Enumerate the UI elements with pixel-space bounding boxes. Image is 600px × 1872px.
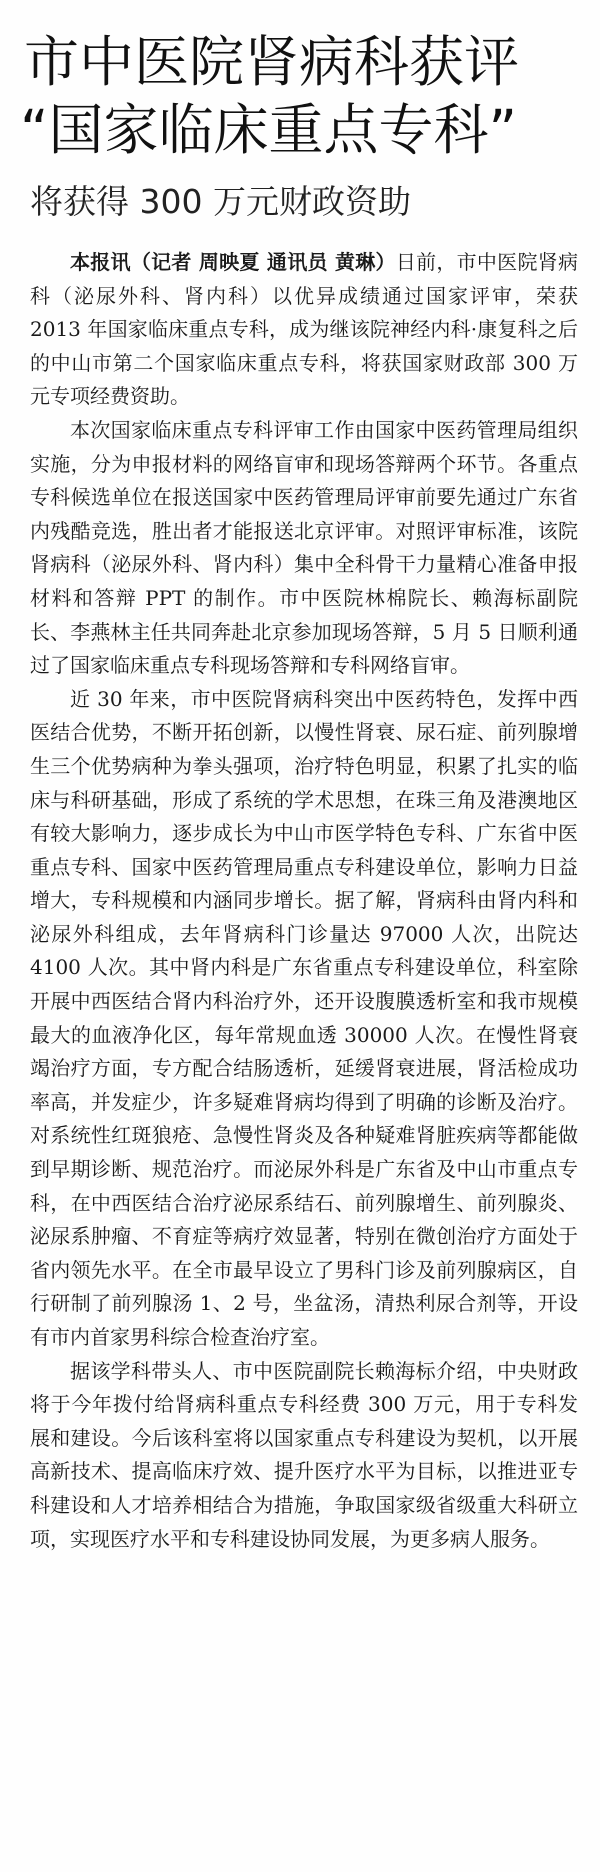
headline-line-2: “国家临床重点专科” [20,98,517,162]
article-paragraph-3: 近 30 年来，市中医院肾病科突出中医药特色，发挥中西医结合优势，不断开拓创新，以慢性肾衰、尿石症、前列腺增生三个优势病种为拳头强项，治疗特色明显，积累了扎实的临床与科研基础，形成了系统的学术思想，在珠三角及港澳地区有较大影响力，逐步成长为中山市医学特色专科、广东省中医重点专科、国家中医药管理局重点专科建设单位，影响力日益增大，专科规模和内涵同步增长。据了解，肾病科由肾内科和泌尿外科组成，去年肾病科门诊量达 97000 人次，出院达 4100 人次。其中肾内科是广东省重点专科建设单位，科室除开展中西医结合肾内科治疗外，还开设腹膜透析室和我市规模最大的血液净化区，每年常规血透 30000 人次。在慢性肾衰竭治疗方面，专方配合结肠透析，延缓肾衰进展，肾活检成功率高，并发症少，许多疑难肾病均得到了明确的诊断及治疗。对系统性红斑狼疮、急慢性肾炎及各种疑难肾脏疾病等都能做到早期诊断、规范治疗。而泌尿外科是广东省及中山市重点专科，在中西医结合治疗泌尿系结石、前列腺增生、前列腺炎、泌尿系肿瘤、不育症等病疗效显著，特别在微创治疗方面处于省内领先水平。在全市最早设立了男科门诊及前列腺病区，自行研制了前列腺汤 1、2 号，坐盆汤，清热利尿合剂等，开设有市内首家男科综合检查治疗室。 [30,686,578,1349]
article-paragraph-1 [30,246,578,414]
article-byline: 本报讯（记者 周映夏 通讯员 黄琳） [70,250,396,274]
article-paragraph-1-text: 日前，市中医院肾病科（泌尿外科、肾内科）以优异成绩通过国家评审，荣获 2013 年国家临床重点专科，成为继该院神经内科·康复科之后的中山市第二个国家临床重点专科，将获国家财政部 300 万元专项经费资助。 [30,250,578,409]
article-paragraph-4: 据该学科带头人、市中医院副院长赖海标介绍，中央财政将于今年拨付给肾病科重点专科经费 300 万元，用于专科发展和建设。今后该科室将以国家重点专科建设为契机，以开展高新技术、提高临床疗效、提升医疗水平为目标，以推进亚专科建设和人才培养相结合为措施，争取国家级省级重大科研立项，实现医疗水平和专科建设协同发展，为更多病人服务。 [30,1358,578,1551]
article-paragraph-2: 本次国家临床重点专科评审工作由国家中医药管理局组织实施，分为申报材料的网络盲审和现场答辩两个环节。各重点专科候选单位在报送国家中医药管理局评审前要先通过广东省内残酷竞选，胜出者才能报送北京评审。对照评审标准，该院肾病科（泌尿外科、肾内科）集中全科骨干力量精心准备申报材料和答辩 PPT 的制作。市中医院林棉院长、赖海标副院长、李燕林主任共同奔赴北京参加现场答辩，5 月 5 日顺利通过了国家临床重点专科现场答辩和专科网络盲审。 [30,417,578,678]
article-body [30,246,578,1556]
headline-line-1: 市中医院肾病科获评 [24,30,520,94]
subheadline: 将获得 300 万元财政资助 [30,182,411,221]
